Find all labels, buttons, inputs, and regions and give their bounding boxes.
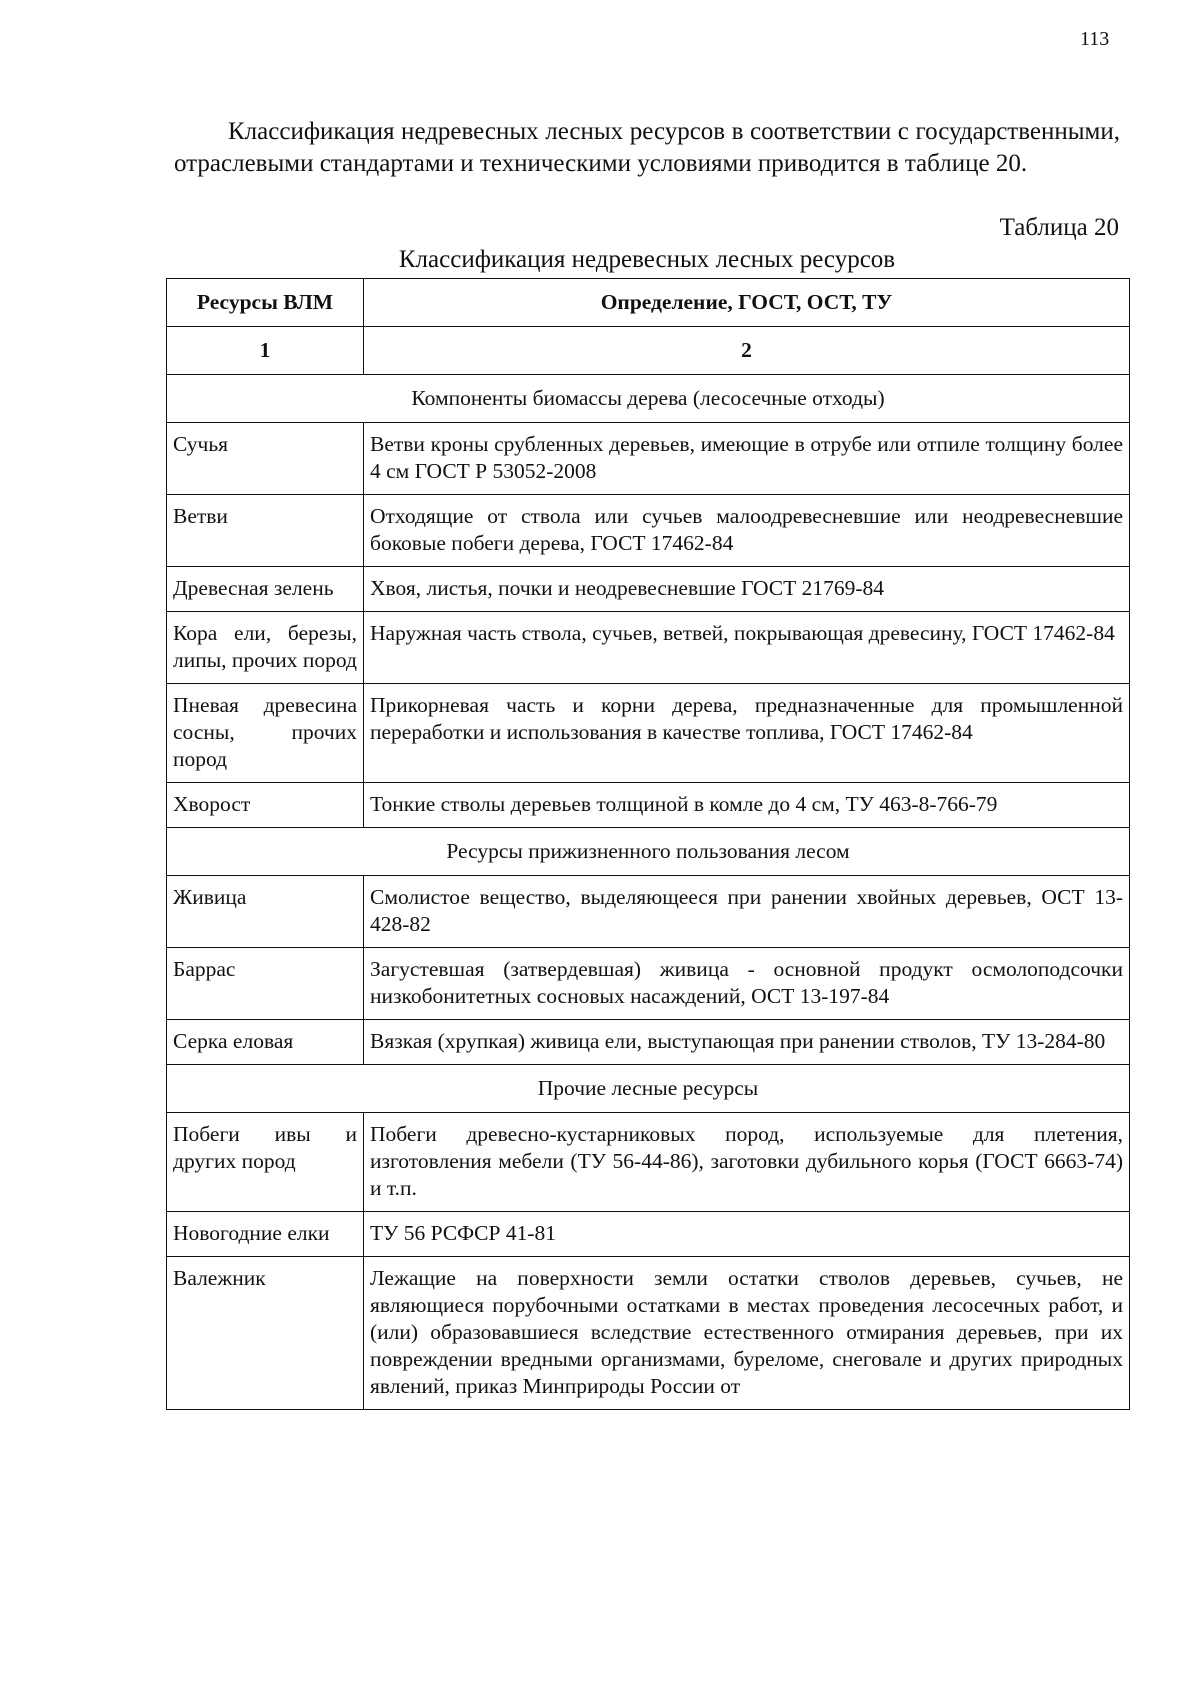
section-row: [167, 1065, 1130, 1113]
section-row: [167, 828, 1130, 876]
classification-table: [166, 278, 1130, 1410]
table-row: [167, 495, 1130, 567]
table-row: [167, 1020, 1130, 1065]
definition-cell: Прикорневая часть и корни дерева, предназначенные для промышленной переработки и использования в качестве топлива, ГОСТ 17462-84: [364, 684, 1130, 783]
resource-name-cell: Пневая древесина сосны, прочих пород: [167, 684, 364, 783]
section-title: Прочие лесные ресурсы: [167, 1065, 1130, 1113]
column-number: 2: [364, 327, 1130, 375]
definition-cell: Смолистое вещество, выделяющееся при ранении хвойных деревьев, ОСТ 13-428-82: [364, 876, 1130, 948]
resource-name-cell: Валежник: [167, 1257, 364, 1410]
resource-name-cell: Сучья: [167, 423, 364, 495]
section-title: Ресурсы прижизненного пользования лесом: [167, 828, 1130, 876]
page-number: 113: [1080, 28, 1110, 50]
resource-name-cell: Ветви: [167, 495, 364, 567]
column-header: Ресурсы ВЛМ: [167, 279, 364, 327]
table-row: [167, 876, 1130, 948]
table-header-row: [167, 279, 1130, 327]
table-row: [167, 1113, 1130, 1212]
resource-name-cell: Древесная зелень: [167, 567, 364, 612]
table-row: [167, 612, 1130, 684]
section-title: Компоненты биомассы дерева (лесосечные отходы): [167, 375, 1130, 423]
table-row: [167, 783, 1130, 828]
definition-cell: Лежащие на поверхности земли остатки стволов деревьев, сучьев, не являющиеся порубочными остатками в местах проведения лесосечных работ, и (или) образовавшиеся вследствие естественного отмирания деревьев, при их повреждении вредными организмами, буреломе, снеговале и других природных явлений, приказ Минприроды России от: [364, 1257, 1130, 1410]
section-row: [167, 375, 1130, 423]
definition-cell: Хвоя, листья, почки и неодревесневшие ГОСТ 21769-84: [364, 567, 1130, 612]
definition-cell: Тонкие стволы деревьев толщиной в комле до 4 см, ТУ 463-8-766-79: [364, 783, 1130, 828]
table-row: [167, 567, 1130, 612]
table-row: [167, 423, 1130, 495]
resource-name-cell: Хворост: [167, 783, 364, 828]
definition-cell: ТУ 56 РСФСР 41-81: [364, 1212, 1130, 1257]
table-number: Таблица 20: [999, 214, 1119, 241]
resource-name-cell: Новогодние елки: [167, 1212, 364, 1257]
resource-name-cell: Живица: [167, 876, 364, 948]
table-row: [167, 684, 1130, 783]
definition-cell: Вязкая (хрупкая) живица ели, выступающая при ранении стволов, ТУ 13-284-80: [364, 1020, 1130, 1065]
resource-name-cell: Баррас: [167, 948, 364, 1020]
definition-cell: Наружная часть ствола, сучьев, ветвей, покрывающая древесину, ГОСТ 17462-84: [364, 612, 1130, 684]
definition-cell: Отходящие от ствола или сучьев малоодревесневшие или неодревесневшие боковые побеги дерева, ГОСТ 17462-84: [364, 495, 1130, 567]
intro-paragraph: Классификация недревесных лесных ресурсов в соответствии с государственными, отраслевыми стандартами и техническими условиями приводится в таблице 20.: [174, 118, 1120, 177]
definition-cell: Ветви кроны срубленных деревьев, имеющие в отрубе или отпиле толщину более 4 см ГОСТ Р 53052-2008: [364, 423, 1130, 495]
column-number-row: [167, 327, 1130, 375]
resource-name-cell: Серка еловая: [167, 1020, 364, 1065]
definition-cell: Загустевшая (затвердевшая) живица - основной продукт осмолоподсочки низкобонитетных сосновых насаждений, ОСТ 13-197-84: [364, 948, 1130, 1020]
column-header: Определение, ГОСТ, ОСТ, ТУ: [364, 279, 1130, 327]
column-number: 1: [167, 327, 364, 375]
definition-cell: Побеги древесно-кустарниковых пород, используемые для плетения, изготовления мебели (ТУ 56-44-86), заготовки дубильного корья (ГОСТ 6663-74) и т.п.: [364, 1113, 1130, 1212]
table-row: [167, 1257, 1130, 1410]
table-title: Классификация недревесных лесных ресурсов: [398, 246, 896, 273]
table-row: [167, 1212, 1130, 1257]
resource-name-cell: Кора ели, березы, липы, прочих пород: [167, 612, 364, 684]
table-row: [167, 948, 1130, 1020]
resource-name-cell: Побеги ивы и других пород: [167, 1113, 364, 1212]
